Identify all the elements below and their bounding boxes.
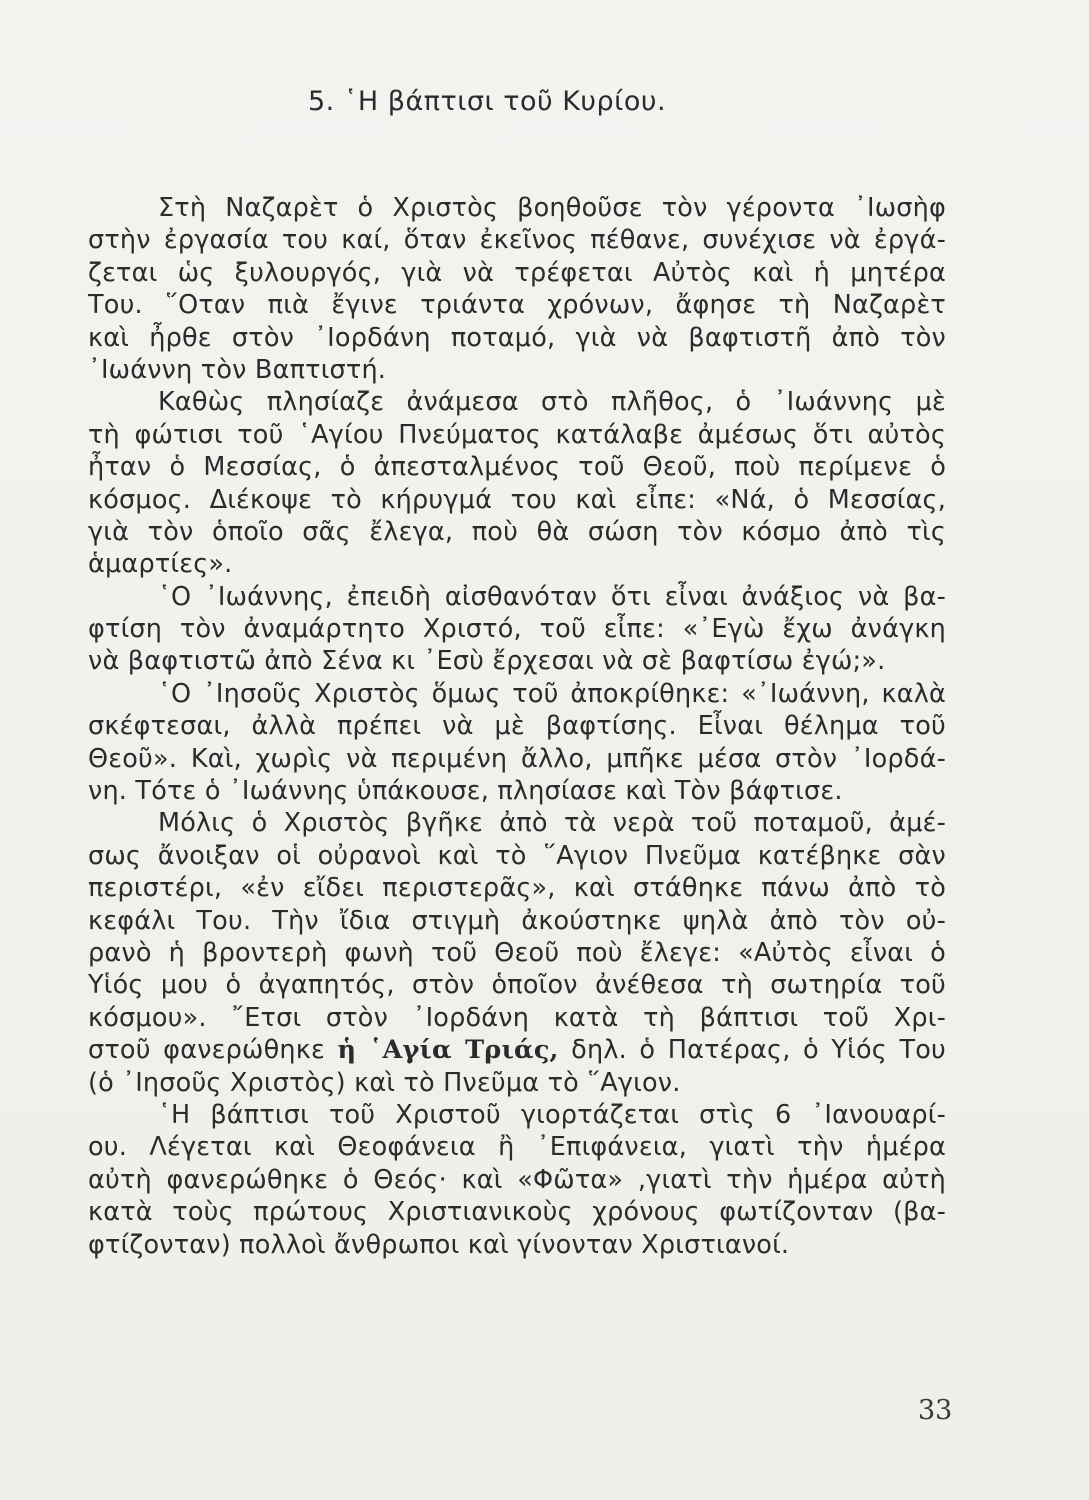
text-line: ζεται ὡς ξυλουργός, γιὰ νὰ τρέφεται Αὐτὸς καὶ ἡ μητέρα [88, 257, 946, 288]
text-line: ῾Ο ᾿Ιησοῦς Χριστὸς ὅμως τοῦ ἀποκρίθηκε: «᾿Ιωάννη, καλὰ [158, 678, 946, 709]
chapter-body [88, 192, 946, 1261]
text-line: ῾Ο ᾿Ιωάννης, ἐπειδὴ αἰσθανόταν ὅτι εἶναι ἀνάξιος νὰ βα- [158, 581, 946, 612]
text-segment: δηλ. ὁ Πατέρας, ὁ Υἱός Του [571, 1035, 946, 1066]
text-line: σκέφτεσαι, ἀλλὰ πρέπει νὰ μὲ βαφτίσης. Εἶναι θέλημα τοῦ [88, 711, 946, 742]
bold-phrase-holy-trinity: ἡ ῾Αγία Τριάς, [337, 1035, 559, 1066]
text-line: κόσμου». ῎Ετσι στὸν ᾿Ιορδάνη κατὰ τὴ βάπτισι τοῦ Χρι- [88, 1002, 946, 1033]
text-line: τὴ φώτισι τοῦ ῾Αγίου Πνεύματος κατάλαβε ἀμέσως ὅτι αὐτὸς [88, 419, 946, 450]
text-line: Υἱός μου ὁ ἀγαπητός, στὸν ὁποῖον ἀνέθεσα τὴ σωτηρία τοῦ [88, 970, 946, 1001]
text-line: Του. ῞Οταν πιὰ ἔγινε τριάντα χρόνων, ἄφησε τὴ Ναζαρὲτ [88, 290, 946, 321]
text-line: κόσμος. Διέκοψε τὸ κήρυγμά του καὶ εἶπε: «Νά, ὁ Μεσσίας, [88, 484, 946, 515]
text-line: φτίζονταν) πολλοὶ ἄνθρωποι καὶ γίνονταν Χριστιανοί. [88, 1229, 790, 1260]
paragraph [88, 807, 946, 1099]
paragraph [88, 386, 946, 580]
paragraph [88, 678, 946, 808]
paragraph [88, 581, 946, 678]
text-line: αὐτὴ φανερώθηκε ὁ Θεός· καὶ «Φῶτα» ,γιατὶ τὴν ἡμέρα αὐτὴ [88, 1164, 946, 1195]
text-line: σως ἄνοιξαν οἱ οὐρανοὶ καὶ τὸ ῞Αγιον Πνεῦμα κατέβηκε σὰν [88, 840, 946, 871]
paragraph [88, 192, 946, 386]
text-line: καὶ ἦρθε στὸν ᾿Ιορδάνη ποταμό, γιὰ νὰ βαφτιστῆ ἀπὸ τὸν [88, 322, 946, 353]
text-line: Καθὼς πλησίαζε ἀνάμεσα στὸ πλῆθος, ὁ ᾿Ιωάννης μὲ [158, 387, 946, 418]
text-line: νη. Τότε ὁ ᾿Ιωάννης ὑπάκουσε, πλησίασε καὶ Τὸν βάφτισε. [88, 776, 843, 807]
text-line: ου. Λέγεται καὶ Θεοφάνεια ἢ ᾿Επιφάνεια, γιατὶ τὴν ἡμέρα [88, 1132, 946, 1163]
chapter-title: 5. ῾Η βάπτισι τοῦ Κυρίου. [308, 86, 667, 117]
text-line: κατὰ τοὺς πρώτους Χριστιανικοὺς χρόνους φωτίζονταν (βα- [88, 1197, 946, 1228]
text-line: ἦταν ὁ Μεσσίας, ὁ ἀπεσταλμένος τοῦ Θεοῦ, ποὺ περίμενε ὁ [88, 452, 946, 483]
text-line: στὴν ἐργασία του καί, ὅταν ἐκεῖνος πέθανε, συνέχισε νὰ ἐργά- [88, 225, 946, 256]
text-segment: στοῦ φανερώθηκε [88, 1035, 325, 1066]
text-line: (ὁ ᾿Ιησοῦς Χριστὸς) καὶ τὸ Πνεῦμα τὸ ῞Αγιον. [88, 1067, 681, 1098]
text-line: Στὴ Ναζαρὲτ ὁ Χριστὸς βοηθοῦσε τὸν γέροντα ᾿Ιωσὴφ [158, 193, 946, 223]
text-line: ᾿Ιωάννη τὸν Βαπτιστή. [88, 354, 387, 385]
text-line: Μόλις ὁ Χριστὸς βγῆκε ἀπὸ τὰ νερὰ τοῦ ποταμοῦ, ἀμέ- [158, 808, 946, 839]
paragraph [88, 1099, 946, 1261]
text-line: ῾Η βάπτισι τοῦ Χριστοῦ γιορτάζεται στὶς 6 ᾿Ιανουαρί- [158, 1099, 946, 1130]
page-number: 33 [918, 1395, 953, 1426]
text-line: νὰ βαφτιστῶ ἀπὸ Σένα κι ᾿Εσὺ ἔρχεσαι νὰ σὲ βαφτίσω ἐγώ;». [88, 646, 886, 677]
text-line: γιὰ τὸν ὁποῖο σᾶς ἔλεγα, ποὺ θὰ σώση τὸν κόσμο ἀπὸ τὶς [88, 516, 946, 547]
text-line: Θεοῦ». Καὶ, χωρὶς νὰ περιμένη ἄλλο, μπῆκε μέσα στὸν ᾿Ιορδά- [88, 743, 946, 774]
text-line-with-bold [88, 1034, 946, 1066]
text-line: περιστέρι, «ἐν εἴδει περιστερᾶς», καὶ στάθηκε πάνω ἀπὸ τὸ [88, 873, 946, 904]
text-line: ἁμαρτίες». [88, 549, 233, 580]
text-line: κεφάλι Του. Τὴν ἴδια στιγμὴ ἀκούστηκε ψηλὰ ἀπὸ τὸν οὐ- [88, 905, 946, 936]
text-line: φτίση τὸν ἀναμάρτητο Χριστό, τοῦ εἶπε: «᾿Εγὼ ἔχω ἀνάγκη [88, 614, 946, 645]
text-line: ρανὸ ἡ βροντερὴ φωνὴ τοῦ Θεοῦ ποὺ ἔλεγε: «Αὐτὸς εἶναι ὁ [88, 937, 946, 968]
